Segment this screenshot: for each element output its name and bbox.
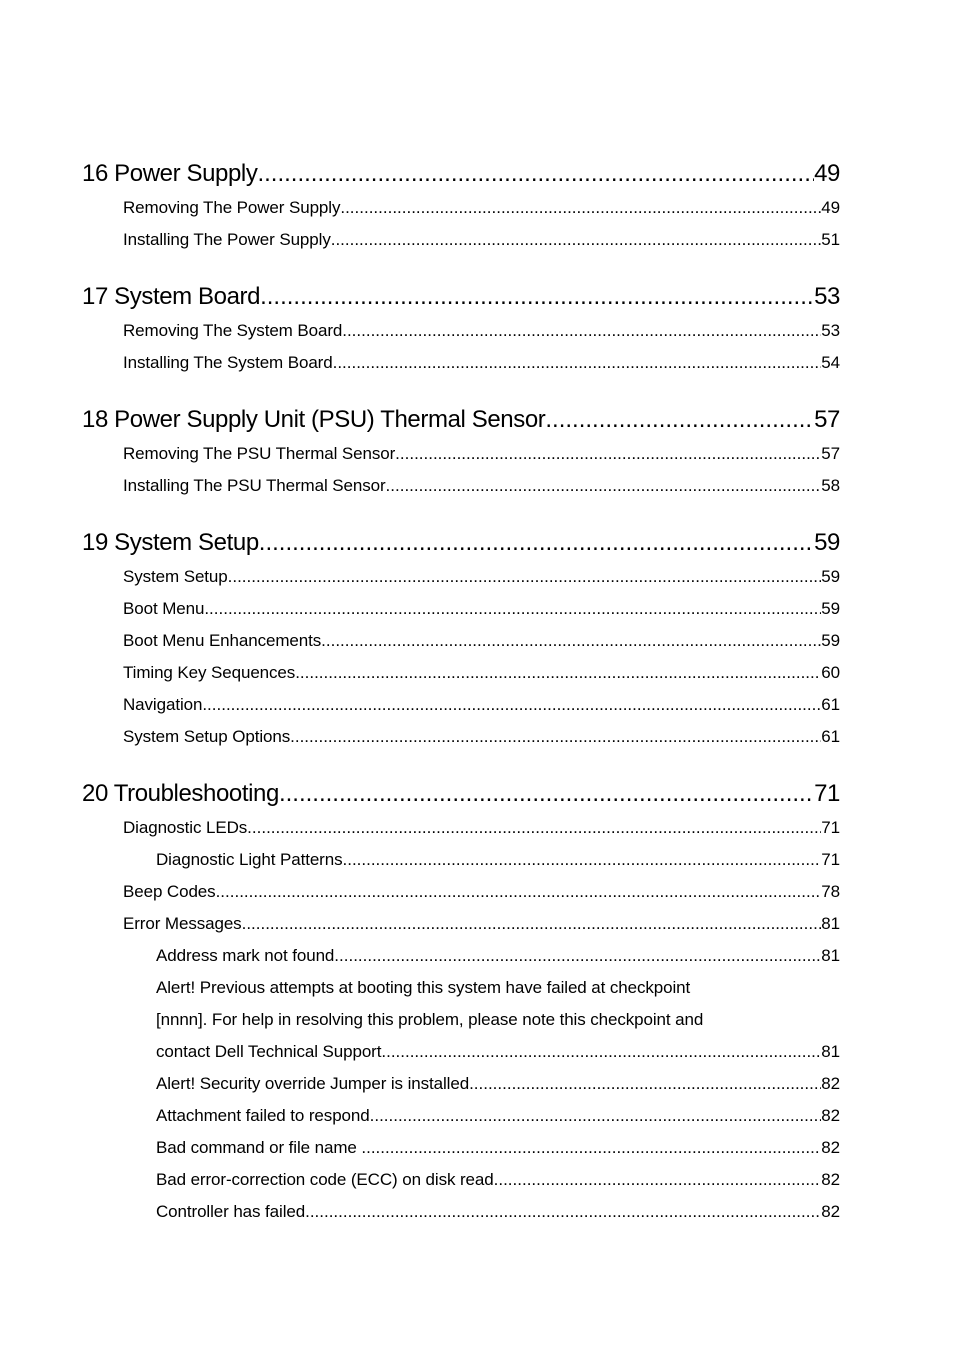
chapter-title: 18 Power Supply Unit (PSU) Thermal Sensor <box>82 406 546 433</box>
page-number: 61 <box>821 727 840 746</box>
toc-entry[interactable] <box>82 625 840 657</box>
entry-title-line-1: Alert! Previous attempts at booting this system have failed at checkpoint <box>156 978 691 997</box>
dot-leader <box>381 1036 821 1068</box>
dot-leader <box>386 470 822 502</box>
chapter-title: 20 Troubleshooting <box>82 780 279 807</box>
entry-title: Alert! Security override Jumper is installed <box>156 1074 470 1093</box>
page-number: 53 <box>821 321 840 340</box>
dot-leader <box>342 315 821 347</box>
dot-leader <box>259 525 814 561</box>
dot-leader <box>202 689 821 721</box>
dot-leader <box>340 192 821 224</box>
entry-title: Removing The Power Supply <box>123 198 341 217</box>
dot-leader <box>216 876 822 908</box>
entry-title: Bad command or file name <box>156 1138 362 1157</box>
page-number: 71 <box>821 850 840 869</box>
page-number: 59 <box>821 631 840 650</box>
page-number: 81 <box>821 946 840 965</box>
dot-leader <box>305 1196 821 1228</box>
page-number: 78 <box>821 882 840 901</box>
dot-leader <box>204 593 821 625</box>
page-number: 59 <box>814 529 840 556</box>
dot-leader <box>469 1068 821 1100</box>
page-number: 59 <box>821 567 840 586</box>
entry-title-line-3-row <box>82 1036 840 1068</box>
table-of-contents <box>82 156 840 1228</box>
entry-title: System Setup Options <box>123 727 291 746</box>
page-number: 57 <box>814 406 840 433</box>
dot-leader <box>370 1100 822 1132</box>
page-number: 60 <box>821 663 840 682</box>
page-number: 82 <box>821 1138 840 1157</box>
entry-title: Attachment failed to respond <box>156 1106 370 1125</box>
page-number: 54 <box>821 353 840 372</box>
dot-leader <box>295 657 821 689</box>
page-number: 81 <box>821 1042 840 1061</box>
dot-leader <box>334 940 821 972</box>
entry-title: Error Messages <box>123 914 242 933</box>
dot-leader <box>343 844 822 876</box>
toc-entry[interactable] <box>82 315 840 347</box>
entry-title: Beep Codes <box>123 882 216 901</box>
dot-leader <box>242 908 822 940</box>
entry-title: Installing The System Board <box>123 353 333 372</box>
page-number: 61 <box>821 695 840 714</box>
toc-chapter-19[interactable] <box>82 525 840 561</box>
entry-title: System Setup <box>123 567 228 586</box>
entry-title: Boot Menu Enhancements <box>123 631 322 650</box>
toc-entry[interactable] <box>82 812 840 844</box>
toc-subentry-multiline[interactable] <box>82 972 840 1068</box>
entry-title: Diagnostic Light Patterns <box>156 850 343 869</box>
dot-leader <box>247 812 821 844</box>
dot-leader <box>333 347 822 379</box>
toc-entry[interactable] <box>82 561 840 593</box>
toc-entry[interactable] <box>82 438 840 470</box>
dot-leader <box>395 438 821 470</box>
toc-subentry[interactable] <box>82 1132 840 1164</box>
toc-subentry[interactable] <box>82 844 840 876</box>
toc-entry[interactable] <box>82 593 840 625</box>
toc-subentry[interactable] <box>82 1196 840 1228</box>
page-number: 57 <box>821 444 840 463</box>
toc-subentry[interactable] <box>82 1100 840 1132</box>
page-number: 49 <box>814 160 840 187</box>
dot-leader <box>331 224 822 256</box>
page-number: 49 <box>821 198 840 217</box>
page-number: 51 <box>821 230 840 249</box>
page-number: 71 <box>814 780 840 807</box>
page-number: 81 <box>821 914 840 933</box>
chapter-title: 16 Power Supply <box>82 160 258 187</box>
toc-entry[interactable] <box>82 876 840 908</box>
entry-title: Address mark not found <box>156 946 335 965</box>
dot-leader <box>260 279 814 315</box>
page-number: 58 <box>821 476 840 495</box>
toc-subentry[interactable] <box>82 1068 840 1100</box>
chapter-title: 19 System Setup <box>82 529 259 556</box>
dot-leader <box>321 625 821 657</box>
toc-subentry[interactable] <box>82 940 840 972</box>
entry-title: Boot Menu <box>123 599 205 618</box>
page-number: 82 <box>821 1170 840 1189</box>
page-number: 71 <box>821 818 840 837</box>
page-number: 82 <box>821 1106 840 1125</box>
dot-leader <box>545 402 814 438</box>
entry-title-line-2: [nnnn]. For help in resolving this problem, please note this checkpoint and <box>156 1010 704 1029</box>
dot-leader <box>290 721 821 753</box>
entry-title: Controller has failed <box>156 1202 306 1221</box>
entry-title: Installing The PSU Thermal Sensor <box>123 476 386 495</box>
entry-title: Timing Key Sequences <box>123 663 296 682</box>
dot-leader <box>494 1164 822 1196</box>
dot-leader <box>228 561 822 593</box>
toc-chapter-20[interactable] <box>82 776 840 812</box>
entry-title: Removing The System Board <box>123 321 343 340</box>
dot-leader <box>279 776 814 812</box>
entry-title: Navigation <box>123 695 203 714</box>
entry-title: Diagnostic LEDs <box>123 818 248 837</box>
page-number: 82 <box>821 1202 840 1221</box>
toc-entry[interactable] <box>82 721 840 753</box>
page-number: 59 <box>821 599 840 618</box>
page-number: 82 <box>821 1074 840 1093</box>
toc-entry[interactable] <box>82 347 840 379</box>
toc-subentry[interactable] <box>82 1164 840 1196</box>
toc-entry[interactable] <box>82 908 840 940</box>
entry-title: Removing The PSU Thermal Sensor <box>123 444 396 463</box>
page-number: 53 <box>814 283 840 310</box>
toc-entry[interactable] <box>82 689 840 721</box>
chapter-title: 17 System Board <box>82 283 261 310</box>
toc-entry[interactable] <box>82 470 840 502</box>
entry-title-line-3: contact Dell Technical Support <box>156 1042 382 1061</box>
toc-chapter-17[interactable] <box>82 279 840 315</box>
toc-entry[interactable] <box>82 192 840 224</box>
toc-entry[interactable] <box>82 657 840 689</box>
toc-chapter-16[interactable] <box>82 156 840 192</box>
toc-chapter-18[interactable] <box>82 402 840 438</box>
entry-title: Installing The Power Supply <box>123 230 331 249</box>
dot-leader <box>361 1132 821 1164</box>
entry-title: Bad error-correction code (ECC) on disk read <box>156 1170 494 1189</box>
toc-entry[interactable] <box>82 224 840 256</box>
dot-leader <box>257 156 814 192</box>
